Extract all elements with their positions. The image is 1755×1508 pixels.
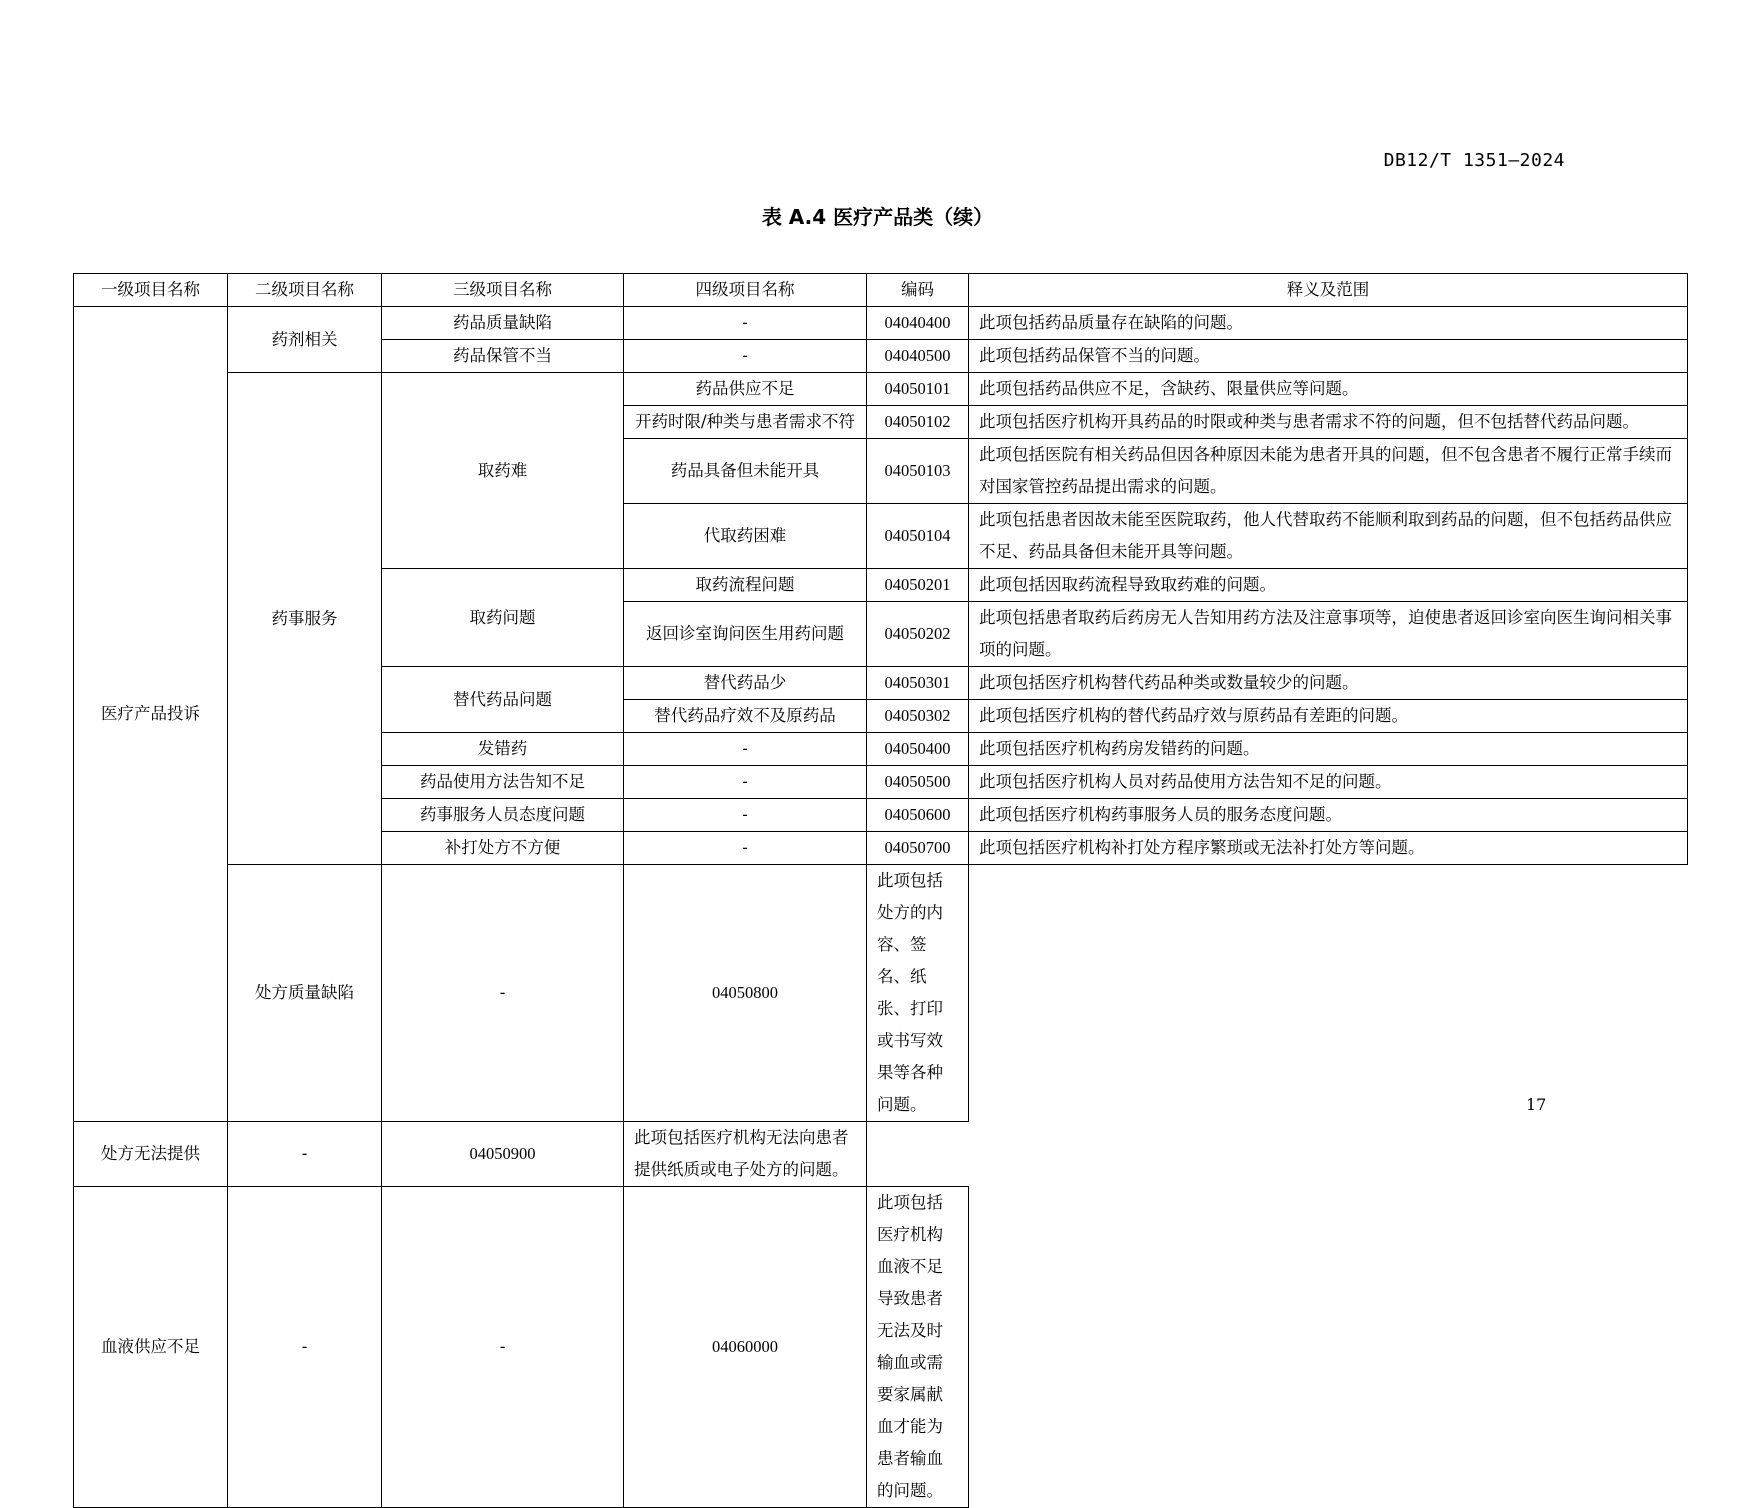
code-cell: 04050600 bbox=[867, 799, 969, 832]
description-cell: 此项包括处方的内容、签名、纸张、打印或书写效果等各种问题。 bbox=[867, 865, 969, 1122]
description-cell: 此项包括因取药流程导致取药难的问题。 bbox=[969, 569, 1688, 602]
description-cell: 此项包括医疗机构补打处方程序繁琐或无法补打处方等问题。 bbox=[969, 832, 1688, 865]
description-cell: 此项包括医院有相关药品但因各种原因未能为患者开具的问题，但不包含患者不履行正常手续而对国家管控药品提出需求的问题。 bbox=[969, 439, 1688, 504]
code-cell: 04050202 bbox=[867, 602, 969, 667]
code-cell: 04040400 bbox=[867, 307, 969, 340]
code-cell: 04050104 bbox=[867, 504, 969, 569]
level4-cell: - bbox=[228, 1122, 382, 1187]
table-header-row bbox=[74, 274, 1688, 307]
level3-cell: 发错药 bbox=[382, 733, 624, 766]
header-level3: 三级项目名称 bbox=[382, 274, 624, 307]
level3-cell: 取药问题 bbox=[382, 569, 624, 667]
level3-cell: 药品质量缺陷 bbox=[382, 307, 624, 340]
description-cell: 此项包括医疗机构人员对药品使用方法告知不足的问题。 bbox=[969, 766, 1688, 799]
page-number: 17 bbox=[1526, 1095, 1547, 1114]
header-description: 释义及范围 bbox=[969, 274, 1688, 307]
document-code: DB12/T 1351—2024 bbox=[1383, 150, 1565, 171]
classification-table bbox=[73, 273, 1688, 1508]
level4-cell: - bbox=[624, 832, 867, 865]
level3-cell: 取药难 bbox=[382, 373, 624, 569]
table-title: 表 A.4 医疗产品类（续） bbox=[761, 205, 994, 229]
header-level1: 一级项目名称 bbox=[74, 274, 228, 307]
level4-cell: - bbox=[382, 865, 624, 1122]
description-cell: 此项包括医疗机构无法向患者提供纸质或电子处方的问题。 bbox=[624, 1122, 867, 1187]
description-cell: 此项包括药品供应不足，含缺药、限量供应等问题。 bbox=[969, 373, 1688, 406]
level4-cell: - bbox=[624, 340, 867, 373]
table-row bbox=[74, 307, 1688, 340]
code-cell: 04050500 bbox=[867, 766, 969, 799]
level3-cell: 处方无法提供 bbox=[74, 1122, 228, 1187]
description-cell: 此项包括医疗机构血液不足导致患者无法及时输血或需要家属献血才能为患者输血的问题。 bbox=[867, 1187, 969, 1508]
level3-cell: 替代药品问题 bbox=[382, 667, 624, 733]
level3-cell: 处方质量缺陷 bbox=[228, 865, 382, 1122]
level4-cell: 替代药品疗效不及原药品 bbox=[624, 700, 867, 733]
level4-cell: - bbox=[382, 1187, 624, 1508]
header-code: 编码 bbox=[867, 274, 969, 307]
description-cell: 此项包括患者取药后药房无人告知用药方法及注意事项等，迫使患者返回诊室向医生询问相关事项的问题。 bbox=[969, 602, 1688, 667]
code-cell: 04050103 bbox=[867, 439, 969, 504]
header-level4: 四级项目名称 bbox=[624, 274, 867, 307]
level2-cell: 血液供应不足 bbox=[74, 1187, 228, 1508]
code-cell: 04050302 bbox=[867, 700, 969, 733]
level2-cell: 药剂相关 bbox=[228, 307, 382, 373]
code-cell: 04050301 bbox=[867, 667, 969, 700]
description-cell: 此项包括医疗机构药房发错药的问题。 bbox=[969, 733, 1688, 766]
level3-cell: - bbox=[228, 1187, 382, 1508]
description-cell: 此项包括医疗机构药事服务人员的服务态度问题。 bbox=[969, 799, 1688, 832]
level4-cell: 药品具备但未能开具 bbox=[624, 439, 867, 504]
description-cell: 此项包括医疗机构开具药品的时限或种类与患者需求不符的问题，但不包括替代药品问题。 bbox=[969, 406, 1688, 439]
level4-cell: 取药流程问题 bbox=[624, 569, 867, 602]
level4-cell: - bbox=[624, 799, 867, 832]
level4-cell: 药品供应不足 bbox=[624, 373, 867, 406]
level3-cell: 药品保管不当 bbox=[382, 340, 624, 373]
code-cell: 04050201 bbox=[867, 569, 969, 602]
level2-cell: 药事服务 bbox=[228, 373, 382, 865]
table-row bbox=[74, 373, 1688, 406]
table-row bbox=[74, 1122, 1688, 1187]
level3-cell: 补打处方不方便 bbox=[382, 832, 624, 865]
code-cell: 04050700 bbox=[867, 832, 969, 865]
level4-cell: 代取药困难 bbox=[624, 504, 867, 569]
header-level2: 二级项目名称 bbox=[228, 274, 382, 307]
level1-cell: 医疗产品投诉 bbox=[74, 307, 228, 1122]
level4-cell: - bbox=[624, 733, 867, 766]
level3-cell: 药事服务人员态度问题 bbox=[382, 799, 624, 832]
description-cell: 此项包括患者因故未能至医院取药，他人代替取药不能顺利取到药品的问题，但不包括药品供应不足、药品具备但未能开具等问题。 bbox=[969, 504, 1688, 569]
code-cell: 04040500 bbox=[867, 340, 969, 373]
description-cell: 此项包括医疗机构的替代药品疗效与原药品有差距的问题。 bbox=[969, 700, 1688, 733]
level4-cell: 返回诊室询问医生用药问题 bbox=[624, 602, 867, 667]
level4-cell: - bbox=[624, 307, 867, 340]
description-cell: 此项包括医疗机构替代药品种类或数量较少的问题。 bbox=[969, 667, 1688, 700]
level4-cell: 开药时限/种类与患者需求不符 bbox=[624, 406, 867, 439]
description-cell: 此项包括药品保管不当的问题。 bbox=[969, 340, 1688, 373]
level4-cell: 替代药品少 bbox=[624, 667, 867, 700]
table-row bbox=[74, 865, 1688, 1122]
code-cell: 04050400 bbox=[867, 733, 969, 766]
code-cell: 04060000 bbox=[624, 1187, 867, 1508]
code-cell: 04050800 bbox=[624, 865, 867, 1122]
code-cell: 04050900 bbox=[382, 1122, 624, 1187]
code-cell: 04050102 bbox=[867, 406, 969, 439]
description-cell: 此项包括药品质量存在缺陷的问题。 bbox=[969, 307, 1688, 340]
code-cell: 04050101 bbox=[867, 373, 969, 406]
level4-cell: - bbox=[624, 766, 867, 799]
level3-cell: 药品使用方法告知不足 bbox=[382, 766, 624, 799]
